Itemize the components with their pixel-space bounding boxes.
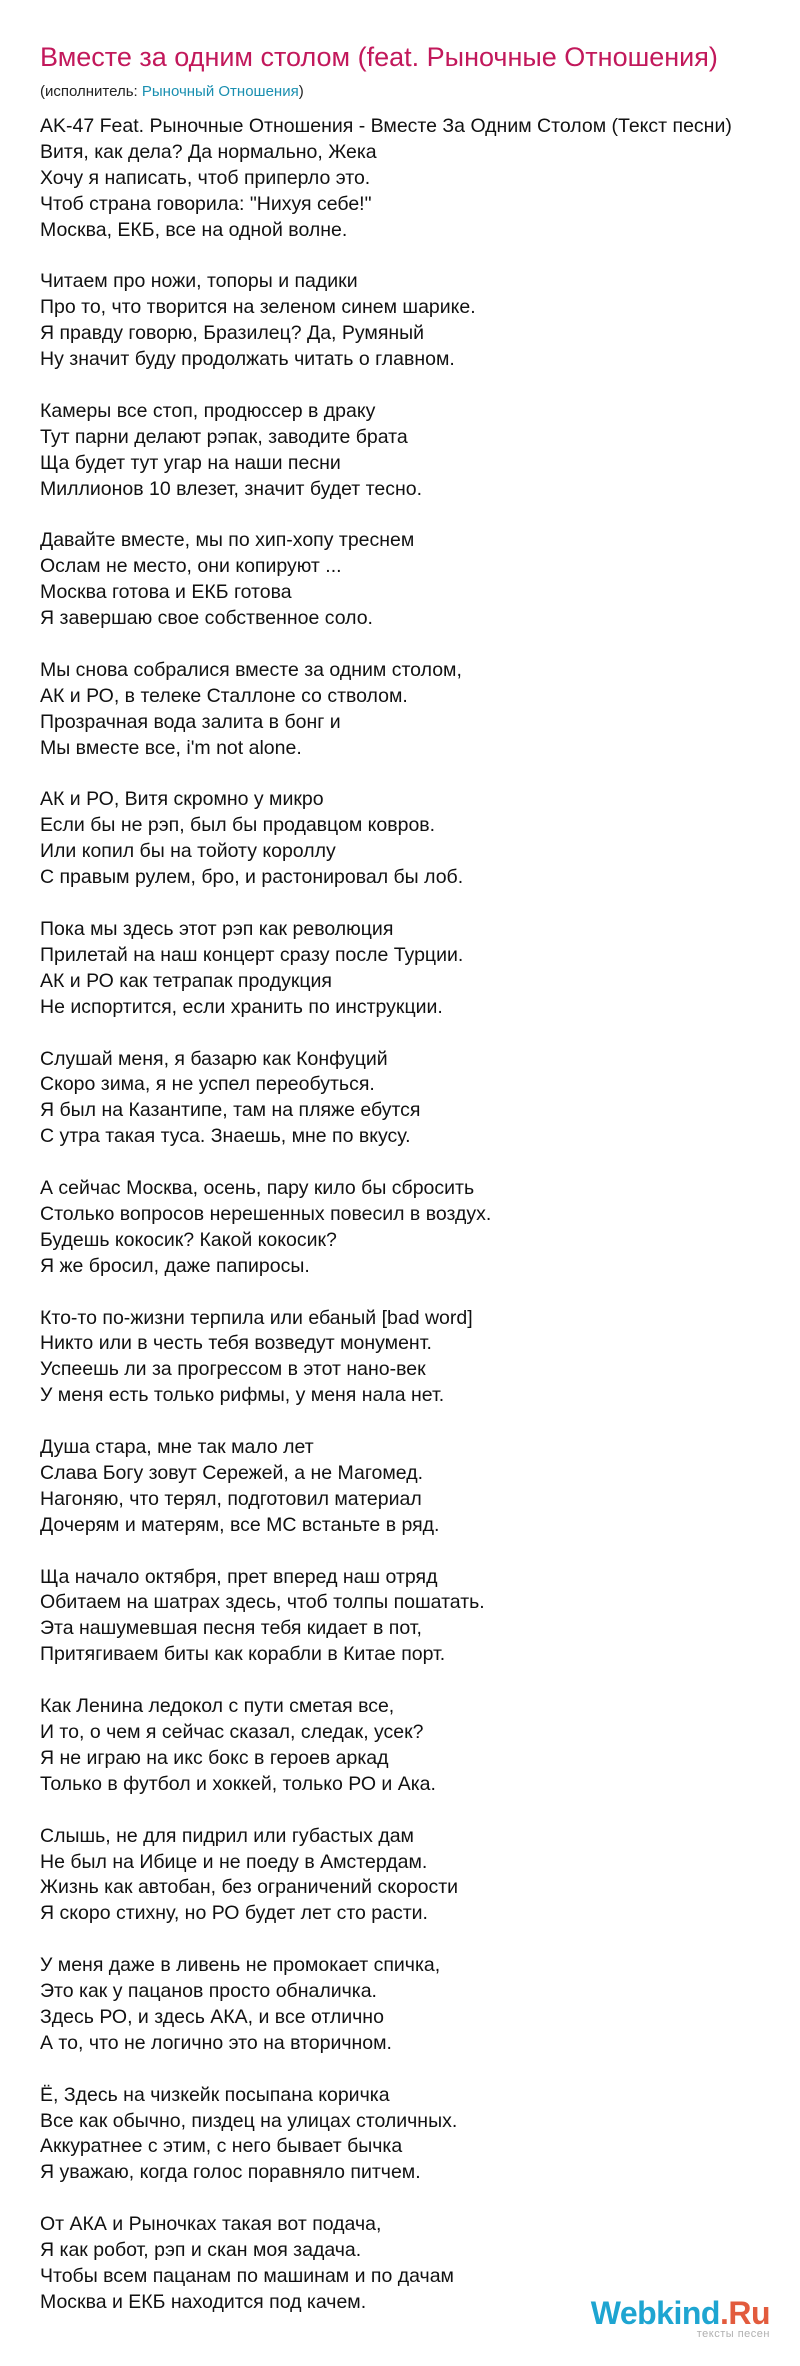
lyrics-line: Притягиваем биты как корабли в Китае порт. xyxy=(40,1643,446,1666)
artist-suffix: ) xyxy=(298,83,304,100)
lyrics-line: Витя, как дела? Да нормально, Жека xyxy=(40,140,377,163)
lyrics-line: У меня даже в ливень не промокает спичка, xyxy=(40,1954,441,1977)
lyrics-line: И то, о чем я сейчас сказал, следак, усек? xyxy=(40,1721,424,1743)
lyrics-line: Камеры все стоп, продюссер в драку xyxy=(40,399,376,422)
lyrics-line: Ща будет тут угар на наши песни xyxy=(40,451,341,474)
lyrics-line: Прилетай на наш концерт сразу после Турции. xyxy=(40,943,464,966)
lyrics-line: Миллионов 10 влезет, значит будет тесно. xyxy=(40,477,422,500)
lyrics-line: Я не играю на икс бокс в героев аркад xyxy=(40,1746,389,1769)
lyrics-line: Как Ленина ледокол с пути сметая все, xyxy=(40,1695,395,1718)
lyrics-line: Мы снова собралися вместе за одним столом, xyxy=(40,658,462,681)
lyrics-line: Столько вопросов нерешенных повесил в воздух. xyxy=(40,1202,492,1225)
lyrics-line: АК и РО, в телеке Сталлоне со стволом. xyxy=(40,684,408,707)
lyrics-line: С правым рулем, бро, и растонировал бы лоб. xyxy=(40,866,464,889)
lyrics-line: AK-47 Feat. Рыночные Отношения - Вместе За Одним Столом (Текст песни) xyxy=(40,115,732,137)
lyrics-line: Не испортится, если хранить по инструкции. xyxy=(40,995,443,1018)
lyrics-line: Только в футбол и хоккей, только РО и Ака. xyxy=(40,1772,436,1795)
lyrics-line: Нагоняю, что терял, подготовил материал xyxy=(40,1487,422,1510)
lyrics-line: У меня есть только рифмы, у меня нала нет. xyxy=(40,1384,445,1407)
lyrics-line: Ну значит буду продолжать читать о главном. xyxy=(40,348,455,371)
lyrics-line: От АКА и Рыночках такая вот подача, xyxy=(40,2213,382,2236)
lyrics-line: Пока мы здесь этот рэп как революция xyxy=(40,918,394,940)
lyrics-line: С утра такая туса. Знаешь, мне по вкусу. xyxy=(40,1125,411,1148)
lyrics-line: Не был на Ибице и не поеду в Амстердам. xyxy=(40,1850,428,1873)
lyrics-line: Я правду говорю, Бразилец? Да, Румяный xyxy=(40,322,425,345)
lyrics-line: Здесь РО, и здесь АКА, и все отлично xyxy=(40,2005,384,2028)
lyrics-stanza xyxy=(40,1306,760,1410)
lyrics-line: Все как обычно, пиздец на улицах столичных. xyxy=(40,2109,458,2132)
lyrics-line: А то, что не логично это на вторичном. xyxy=(40,2031,392,2054)
lyrics-line: Если бы не рэп, был бы продавцом ковров. xyxy=(40,814,436,837)
lyrics-line: Эта нашумевшая песня тебя кидает в пот, xyxy=(40,1617,422,1640)
logo-main: Webkind xyxy=(590,2295,720,2331)
lyrics-body xyxy=(40,114,760,2316)
lyrics-line: Москва и ЕКБ находится под качем. xyxy=(40,2290,367,2313)
lyrics-line: АК и РО как тетрапак продукция xyxy=(40,969,332,992)
artist-line xyxy=(40,82,760,102)
logo-tld: .Ru xyxy=(719,2295,770,2331)
lyrics-line: Ё, Здесь на чизкейк посыпана коричка xyxy=(40,2083,390,2106)
lyrics-stanza xyxy=(40,658,760,762)
lyrics-line: Я завершаю свое собственное соло. xyxy=(40,607,373,630)
lyrics-line: Ослам не место, они копируют ... xyxy=(40,555,342,578)
lyrics-line: Прозрачная вода залита в бонг и xyxy=(40,710,341,733)
artist-prefix: (исполнитель: xyxy=(40,83,142,100)
lyrics-line: Я был на Казантипе, там на пляже ебутся xyxy=(40,1099,421,1122)
lyrics-line: Кто-то по-жизни терпила или ебаный [bad word] xyxy=(40,1306,473,1329)
lyrics-line: Слава Богу зовут Сережей, а не Магомед. xyxy=(40,1461,423,1484)
lyrics-line: Никто или в честь тебя возведут монумент. xyxy=(40,1332,432,1355)
lyrics-stanza xyxy=(40,269,760,373)
logo-tagline: тексты песен xyxy=(696,2328,770,2340)
lyrics-line: Давайте вместе, мы по хип-хопу треснем xyxy=(40,529,415,552)
lyrics-stanza xyxy=(40,1694,760,1798)
lyrics-line: Или копил бы на тойоту короллу xyxy=(40,840,336,863)
lyrics-line: Успеешь ли за прогрессом в этот нано-век xyxy=(40,1358,426,1381)
lyrics-stanza xyxy=(40,2083,760,2187)
lyrics-line: Про то, что творится на зеленом синем шарике. xyxy=(40,296,476,319)
lyrics-line: Душа стара, мне так мало лет xyxy=(40,1436,314,1459)
lyrics-stanza xyxy=(40,1824,760,1928)
lyrics-line: Чтобы всем пацанам по машинам и по дачам xyxy=(40,2264,454,2287)
lyrics-line: Чтоб страна говорила: "Нихуя себе!" xyxy=(40,192,372,215)
logo-wordmark xyxy=(591,2296,770,2330)
lyrics-stanza xyxy=(40,1953,760,2057)
lyrics-stanza xyxy=(40,917,760,1021)
lyrics-line: Я как робот, рэп и скан моя задача. xyxy=(40,2239,362,2262)
lyrics-stanza xyxy=(40,1565,760,1669)
lyrics-line: Это как у пацанов просто обналичка. xyxy=(40,1980,377,2003)
lyrics-stanza xyxy=(40,399,760,503)
lyrics-line: Ща начало октября, прет вперед наш отряд xyxy=(40,1565,438,1588)
lyrics-line: Будешь кокосик? Какой кокосик? xyxy=(40,1228,337,1251)
lyrics-stanza xyxy=(40,528,760,632)
lyrics-line: Тут парни делают рэпак, заводите брата xyxy=(40,425,408,448)
lyrics-stanza xyxy=(40,787,760,891)
site-logo[interactable] xyxy=(591,2296,770,2340)
artist-link[interactable]: Рыночный Отношения xyxy=(141,83,299,100)
lyrics-line: Скоро зима, я не успел переобуться. xyxy=(40,1073,375,1096)
lyrics-line: Слышь, не для пидрил или губастых дам xyxy=(40,1824,414,1847)
lyrics-line: Я скоро стихну, но РО будет лет сто расти. xyxy=(40,1902,428,1925)
lyrics-line: Москва готова и ЕКБ готова xyxy=(40,581,292,604)
lyrics-line: Обитаем на шатрах здесь, чтоб толпы пошатать. xyxy=(40,1591,485,1614)
lyrics-line: Я же бросил, даже папиросы. xyxy=(40,1254,310,1277)
lyrics-line: Я уважаю, когда голос поравняло питчем. xyxy=(40,2161,421,2184)
lyrics-line: А сейчас Москва, осень, пару кило бы сбросить xyxy=(40,1177,475,1200)
lyrics-stanza xyxy=(40,114,760,244)
lyrics-line: Читаем про ножи, топоры и падики xyxy=(40,270,358,293)
lyrics-line: Слушай меня, я базарю как Конфуций xyxy=(40,1047,388,1070)
song-title: Вместе за одним столом (feat. Рыночные Отношения) xyxy=(40,42,718,72)
page-content xyxy=(40,40,760,2342)
lyrics-line: Мы вместе все, i'm not alone. xyxy=(40,736,302,759)
lyrics-stanza xyxy=(40,1435,760,1539)
lyrics-stanza xyxy=(40,1176,760,1280)
lyrics-line: Дочерям и матерям, все МС встаньте в ряд. xyxy=(40,1513,440,1536)
lyrics-line: Москва, ЕКБ, все на одной волне. xyxy=(40,218,348,241)
lyrics-stanza xyxy=(40,1047,760,1151)
lyrics-line: Жизнь как автобан, без ограничений скорости xyxy=(40,1876,459,1899)
lyrics-line: АК и РО, Витя скромно у микро xyxy=(40,788,324,811)
lyrics-line: Хочу я написать, чтоб приперло это. xyxy=(40,166,371,189)
lyrics-line: Аккуратнее с этим, с него бывает бычка xyxy=(40,2135,403,2158)
